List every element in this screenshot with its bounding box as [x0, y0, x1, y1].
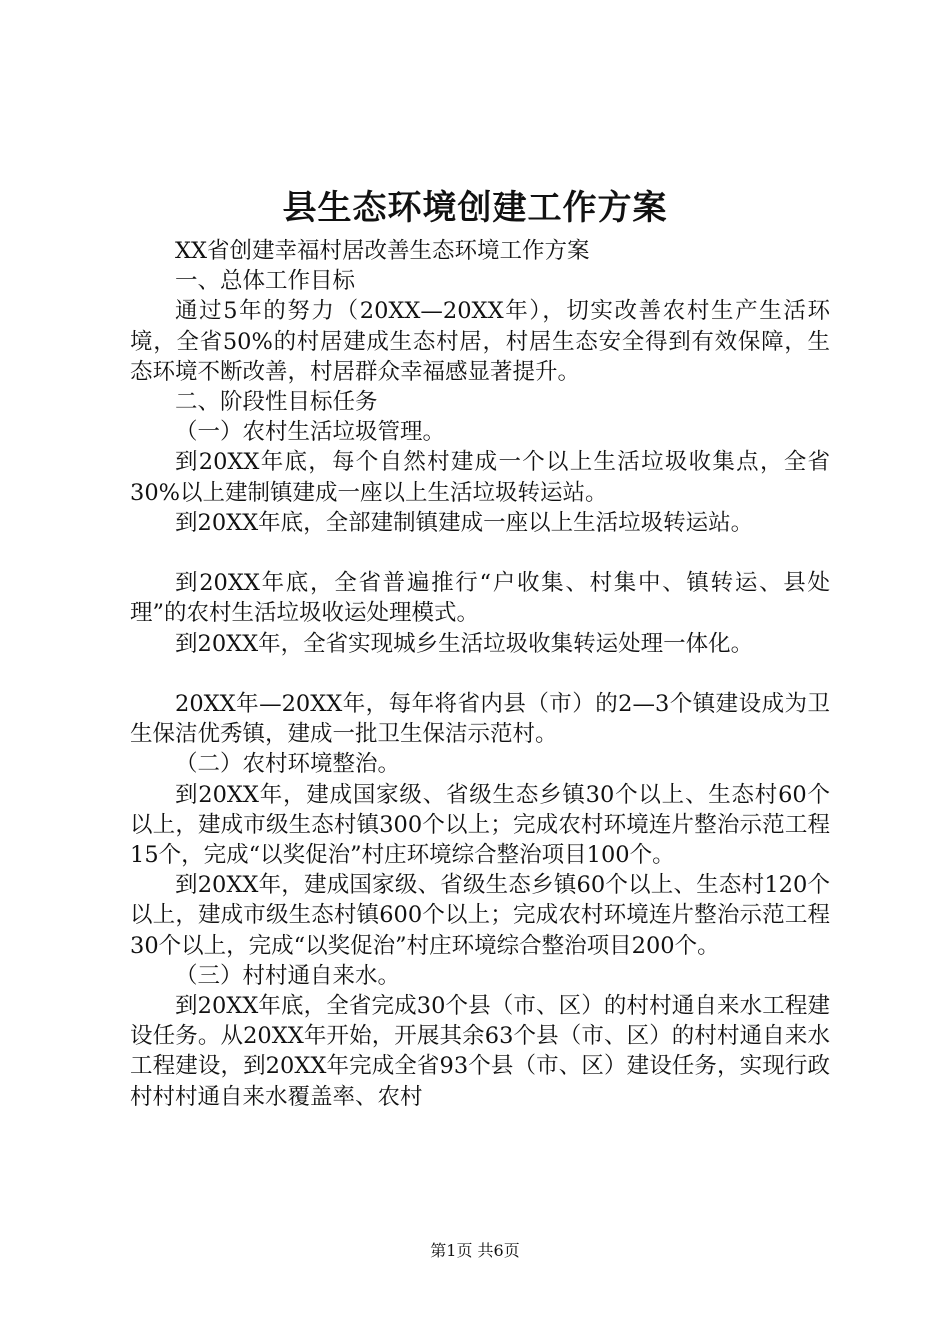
- heading-garbage-management: （一）农村生活垃圾管理。: [175, 419, 446, 446]
- heading-overall-goal: 一、总体工作目标: [175, 268, 356, 295]
- heading-stage-targets: 二、阶段性目标任务: [175, 389, 378, 416]
- blank-line: [130, 538, 830, 568]
- paragraph: 到20XX年底，全省普遍推行“户收集、村集中、镇转运、县处理”的农村生活垃圾收运处理模式。: [130, 570, 830, 627]
- page-number: 第1页 共6页: [430, 1241, 520, 1260]
- paragraph: 20XX年—20XX年，每年将省内县（市）的2—3个镇建设成为卫生保洁优秀镇，建成一批卫生保洁示范村。: [130, 691, 830, 748]
- paragraph: 通过5年的努力（20XX—20XX年），切实改善农村生产生活环境，全省50%的村居建成生态村居，村居生态安全得到有效保障，生态环境不断改善，村居群众幸福感显著提升。: [130, 298, 830, 385]
- paragraph: 到20XX年，全省实现城乡生活垃圾收集转运处理一体化。: [175, 630, 754, 657]
- heading-environment-renovation: （二）农村环境整治。: [175, 751, 401, 778]
- document-title: 县生态环境创建工作方案: [282, 188, 668, 228]
- document-body: [130, 236, 830, 1112]
- paragraph-subtitle: XX省创建幸福村居改善生态环境工作方案: [175, 238, 590, 264]
- paragraph: 到20XX年，建成国家级、省级生态乡镇60个以上、生态村120个以上，建成市级生态村镇600个以上；完成农村环境连片整治示范工程30个以上，完成“以奖促治”村庄环境综合整治项目200个。: [130, 872, 830, 959]
- paragraph: 到20XX年底，全部建制镇建成一座以上生活垃圾转运站。: [175, 509, 754, 536]
- paragraph: 到20XX年底，全省完成30个县（市、区）的村村通自来水工程建设任务。从20XX年开始，开展其余63个县（市、区）的村村通自来水工程建设，到20XX年完成全省93个县（市、区）建设任务，实现行政村村村通自来水覆盖率、农村: [130, 993, 830, 1110]
- paragraph: 到20XX年，建成国家级、省级生态乡镇30个以上、生态村60个以上，建成市级生态村镇300个以上；完成农村环境连片整治示范工程15个，完成“以奖促治”村庄环境综合整治项目100个。: [130, 781, 830, 869]
- paragraph: 到20XX年底，每个自然村建成一个以上生活垃圾收集点，全省30%以上建制镇建成一座以上生活垃圾转运站。: [130, 449, 830, 506]
- heading-tap-water: （三）村村通自来水。: [175, 962, 401, 989]
- blank-line: [130, 659, 830, 689]
